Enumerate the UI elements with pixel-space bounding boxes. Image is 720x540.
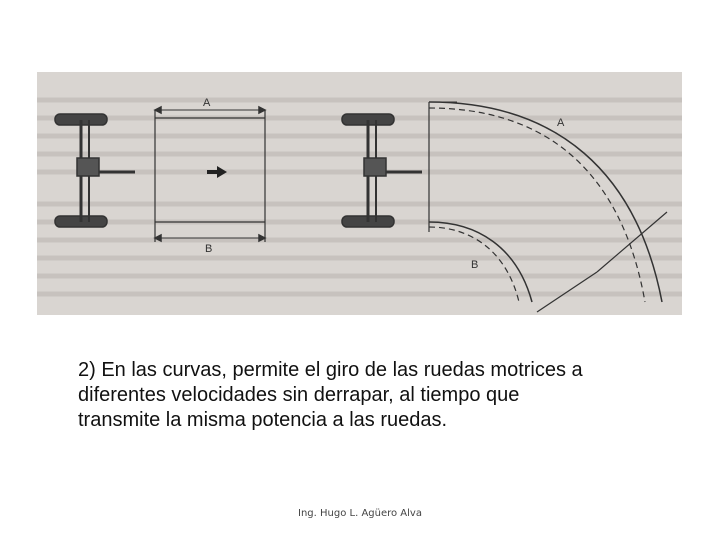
direction-arrow	[207, 166, 227, 178]
caption-line-3: transmite la misma potencia a las ruedas.	[78, 409, 448, 431]
right-label-a: A	[557, 117, 565, 129]
inner-curve	[429, 222, 532, 302]
left-label-b: B	[205, 243, 213, 255]
footer-author: Ing. Hugo L. Agüero Alva	[298, 508, 422, 519]
left-differential	[77, 158, 99, 176]
right-differential	[364, 158, 386, 176]
right-label-b: B	[471, 259, 479, 271]
background-text-lines	[37, 100, 682, 294]
scanned-figure	[37, 72, 682, 315]
caption-paragraph	[78, 358, 698, 433]
caption-line-1: 2) En las curvas, permite el giro de las ruedas motrices a	[78, 359, 583, 381]
caption-line-2: diferentes velocidades sin derrapar, al tiempo que	[78, 384, 520, 406]
left-label-a: A	[203, 97, 211, 109]
